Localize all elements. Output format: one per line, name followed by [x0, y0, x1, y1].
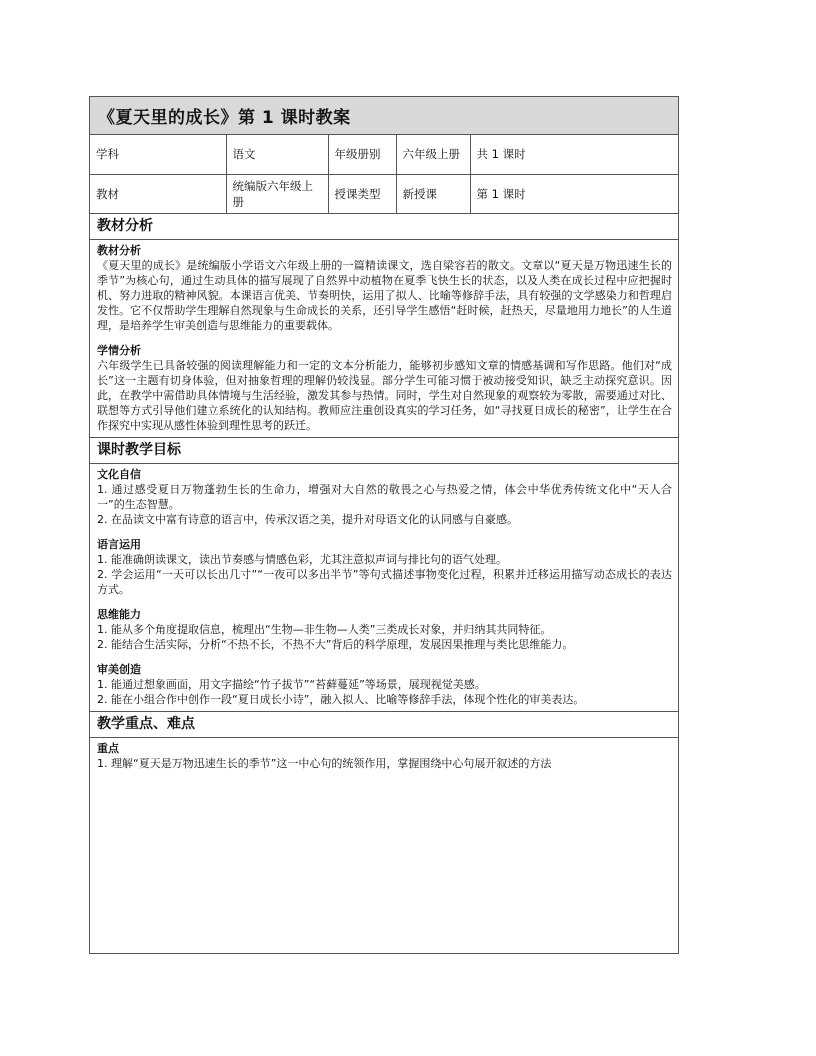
table-row: [90, 135, 678, 174]
subject-value: 语文: [226, 135, 328, 174]
title-bar: [90, 97, 678, 135]
section-body-goals: [90, 464, 678, 712]
list-item: 1. 能准确朗读课文，读出节奏感与情感色彩，尤其注意拟声词与排比句的语气处理。: [97, 552, 507, 566]
goal-label-thinking: 思维能力: [97, 607, 141, 621]
list-item: 1. 能通过想象画面，用文字描绘“竹子拔节”“苔藓蔓延”等场景，展现视觉美感。: [97, 677, 486, 691]
goal-label-aesthetics: 审美创造: [97, 662, 141, 676]
keypoint-label: 重点: [97, 741, 119, 755]
total-hours: 共 1 课时: [470, 135, 678, 174]
material-analysis-label: 教材分析: [97, 243, 141, 257]
list-item: 2. 能在小组合作中创作一段“夏日成长小诗”，融入拟人、比喻等修辞手法，体现个性化的审美表达。: [97, 692, 585, 706]
textbook-label: 教材: [90, 174, 226, 213]
material-analysis-text: 《夏天里的成长》是统编版小学语文六年级上册的一篇精读课文，选自梁容若的散文。文章以“夏天是万物迅速生长的季节”为核心句，通过生动具体的描写展现了自然界中动植物在夏季飞快生长的状态，以及人类在成长过程中应把握时机、努力进取的精神风貌。本课语言优美、节奏明快，运用了拟人、比喻等修辞手法，具有较强的文学感染力和哲理启发性。它不仅帮助学生理解自然现象与生命成长的关系，还引导学生感悟“赶时候，赶热天，尽量地用力地长”的人生道理，是培养学生审美创造与思维能力的重要载体。: [97, 258, 672, 332]
student-analysis-text: 六年级学生已具备较强的阅读理解能力和一定的文本分析能力，能够初步感知文章的情感基调和写作思路。他们对“成长”这一主题有切身体验，但对抽象哲理的理解仍较浅显。部分学生可能习惯于被动接受知识，缺乏主动探究意识。因此，在教学中需借助具体情境与生活经验，激发其参与热情。同时，学生对自然现象的观察较为零散，需要通过对比、联想等方式引导他们建立系统化的认知结构。教师应注重创设真实的学习任务，如“寻找夏日成长的秘密”，让学生在合作探究中实现从感性体验到理性思考的跃迁。: [97, 358, 672, 432]
list-item: 2. 学会运用“一天可以长出几寸”“一夜可以多出半节”等句式描述事物变化过程，积累并迁移运用描写动态成长的表达方式。: [97, 567, 672, 596]
info-table: [90, 135, 678, 214]
section-body-keypoints: [90, 738, 678, 775]
student-analysis-label: 学情分析: [97, 343, 141, 357]
goal-label-culture: 文化自信: [97, 467, 141, 481]
grade-label: 年级册别: [328, 135, 396, 174]
subject-label: 学科: [90, 135, 226, 174]
table-row: [90, 174, 678, 213]
list-item: 1. 能从多个角度提取信息，梳理出“生物—非生物—人类”三类成长对象，并归纳其共同特征。: [97, 622, 552, 636]
list-item: 1. 通过感受夏日万物蓬勃生长的生命力，增强对大自然的敬畏之心与热爱之情，体会中华优秀传统文化中“天人合一”的生态智慧。: [97, 482, 672, 511]
textbook-value: 统编版六年级上册: [226, 174, 328, 213]
section-body-analysis: [90, 240, 678, 438]
lesson-type-value: 新授课: [396, 174, 470, 213]
lesson-plan-document: [89, 96, 679, 954]
list-item: 1. 理解“夏天是万物迅速生长的季节”这一中心句的统领作用，掌握围绕中心句展开叙述的方法: [97, 756, 552, 770]
list-item: 2. 在品读文中富有诗意的语言中，传承汉语之美，提升对母语文化的认同感与自豪感。: [97, 512, 518, 526]
grade-value: 六年级上册: [396, 135, 470, 174]
lesson-type-label: 授课类型: [328, 174, 396, 213]
section-heading-keypoints: 教学重点、难点: [90, 712, 678, 738]
goal-label-language: 语言运用: [97, 537, 141, 551]
document-title: 《夏天里的成长》第 1 课时教案: [98, 108, 351, 128]
section-heading-analysis: 教材分析: [90, 214, 678, 240]
list-item: 2. 能结合生活实际，分析“不热不长，不热不大”背后的科学原理，发展因果推理与类比思维能力。: [97, 637, 574, 651]
current-lesson: 第 1 课时: [470, 174, 678, 213]
section-heading-goals: 课时教学目标: [90, 438, 678, 464]
